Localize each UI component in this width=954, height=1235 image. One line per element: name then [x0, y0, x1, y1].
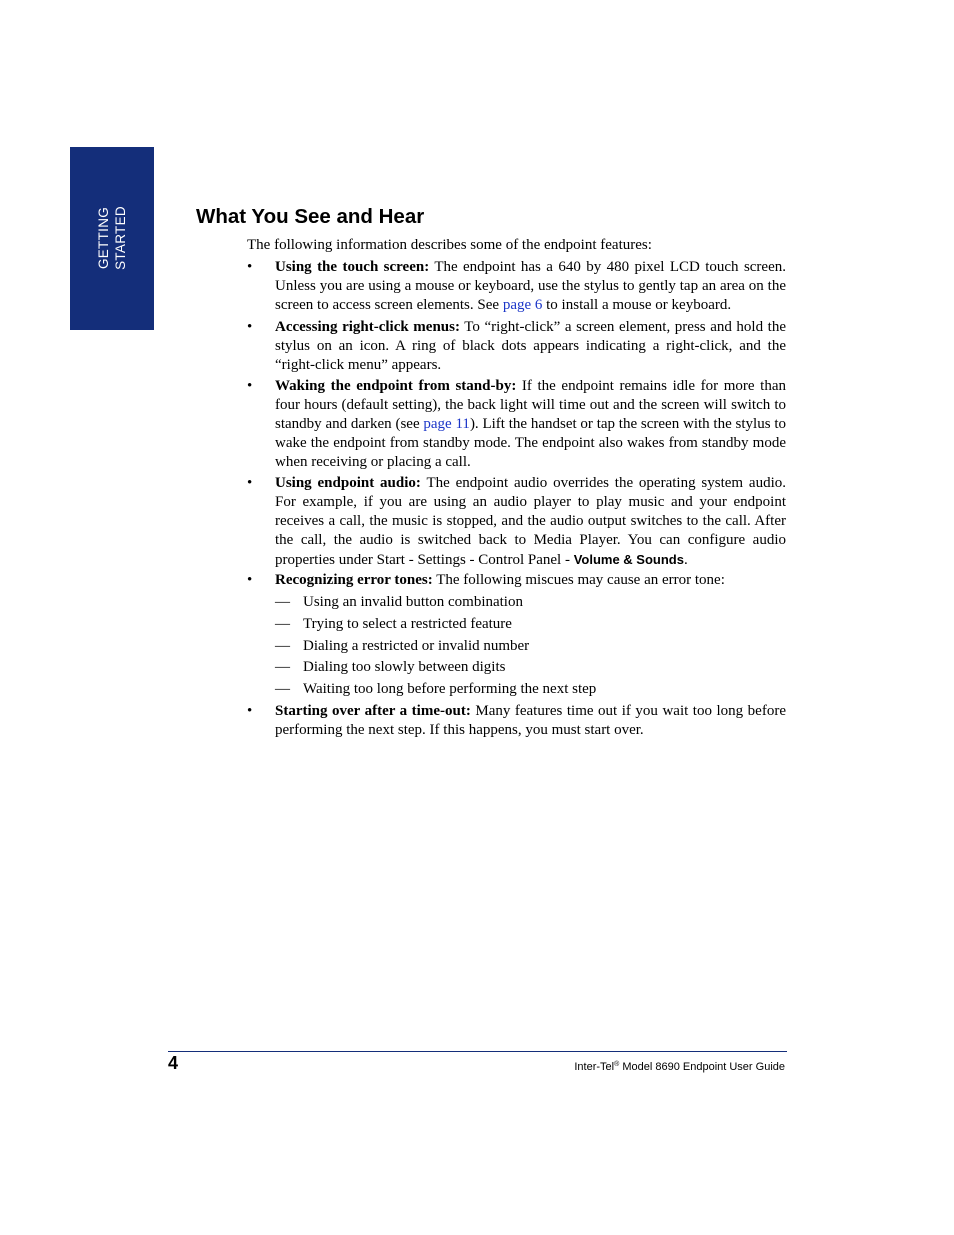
bullet-body: To “right-click” a screen element, press and hold the stylus on an icon. A ring of black dots appears indicating a right-click, and the “right-click menu” appears.: [275, 319, 787, 373]
bullet-marker: •: [247, 572, 253, 588]
bullet-marker: •: [247, 259, 253, 275]
bullet-text: [275, 258, 786, 315]
dash-marker: —: [275, 681, 290, 697]
bullet-body: The endpoint audio overrides the operating system audio. For example, if you are using an audio player to play music and your endpoint receives a call, the music is stopped, and the audio output switches to the call. After the call, the audio is switched back to Media Player. You can configure audio properties under Start - Settings - Control Panel -: [275, 475, 786, 568]
bullet-lead: Waking the endpoint from stand-by:: [275, 378, 517, 394]
bullet-lead: Starting over after a time-out:: [275, 703, 471, 719]
bullet-marker: •: [247, 703, 253, 719]
bullet-body-end: .: [683, 552, 688, 568]
section-intro: The following information describes some of the endpoint features:: [247, 237, 652, 253]
dash-marker: —: [275, 659, 290, 675]
bullet-text: [275, 571, 786, 590]
bullet-body-end: ). Lift the handset or tap the screen with the stylus to wake the endpoint from standby mode. The endpoint also wakes from standby mode when receiving or placing a call.: [275, 416, 786, 470]
bullet-body: Many features time out if you wait too long before performing the next step. If this happens, you must start over.: [275, 703, 786, 738]
bullet-body-end: to install a mouse or keyboard.: [542, 297, 732, 313]
error-cause-text: Trying to select a restricted feature: [303, 616, 512, 632]
bullet-time-out: [247, 702, 786, 740]
error-cause-item: [275, 637, 529, 656]
footer-divider: [168, 1051, 787, 1052]
bullet-marker: •: [247, 475, 253, 491]
error-cause-text: Waiting too long before performing the next step: [303, 681, 597, 697]
side-tab-label-line2: STARTED: [113, 206, 128, 270]
error-cause-item: [275, 593, 523, 612]
error-cause-text: Dialing a restricted or invalid number: [303, 638, 530, 654]
page-11-link[interactable]: page 11: [423, 416, 470, 432]
bullet-body: The endpoint has a 640 by 480 pixel LCD touch screen. Unless you are using a mouse or keyboard, use the stylus to gently tap an area on the screen to access screen elements. See: [275, 259, 786, 313]
dash-marker: —: [275, 594, 290, 610]
bullet-touch-screen: [247, 258, 786, 315]
error-cause-text: Dialing too slowly between digits: [303, 659, 506, 675]
footer-brand: Inter-Tel: [574, 1061, 615, 1073]
bullet-lead: Recognizing error tones:: [275, 572, 433, 588]
registered-mark: ®: [614, 1061, 620, 1068]
bullet-lead: Accessing right-click menus:: [275, 319, 460, 335]
footer-guide-name: Model 8690 Endpoint User Guide: [619, 1061, 785, 1073]
bullet-standby: [247, 377, 786, 472]
error-cause-item: [275, 680, 596, 699]
volume-sounds-term: Volume & Sounds: [573, 552, 684, 567]
page-number: 4: [168, 1053, 179, 1073]
error-cause-item: [275, 658, 505, 677]
bullet-lead: Using endpoint audio:: [275, 475, 421, 491]
bullet-right-click: [247, 318, 786, 375]
side-tab-label-line1: GETTING: [96, 206, 111, 270]
bullet-marker: •: [247, 378, 253, 394]
bullet-error-tones: [247, 571, 786, 590]
bullet-body: The following miscues may cause an error tone:: [432, 572, 725, 588]
dash-marker: —: [275, 616, 290, 632]
bullet-text: [275, 474, 786, 570]
bullet-text: [275, 318, 786, 375]
bullet-lead: Using the touch screen:: [275, 259, 430, 275]
bullet-text: [275, 377, 786, 472]
section-side-tab: [70, 147, 154, 330]
bullet-body: If the endpoint remains idle for more than four hours (default setting), the back light will time out and the screen will switch to standby and darken (see: [275, 378, 787, 432]
error-cause-text: Using an invalid button combination: [303, 594, 523, 610]
bullet-marker: •: [247, 319, 253, 335]
side-tab-label: [95, 206, 129, 270]
section-title: What You See and Hear: [196, 205, 425, 228]
bullet-audio: [247, 474, 786, 570]
dash-marker: —: [275, 638, 290, 654]
page-6-link[interactable]: page 6: [502, 297, 543, 313]
footer-guide-title: [574, 1058, 785, 1074]
error-cause-item: [275, 615, 512, 634]
bullet-text: [275, 702, 786, 740]
